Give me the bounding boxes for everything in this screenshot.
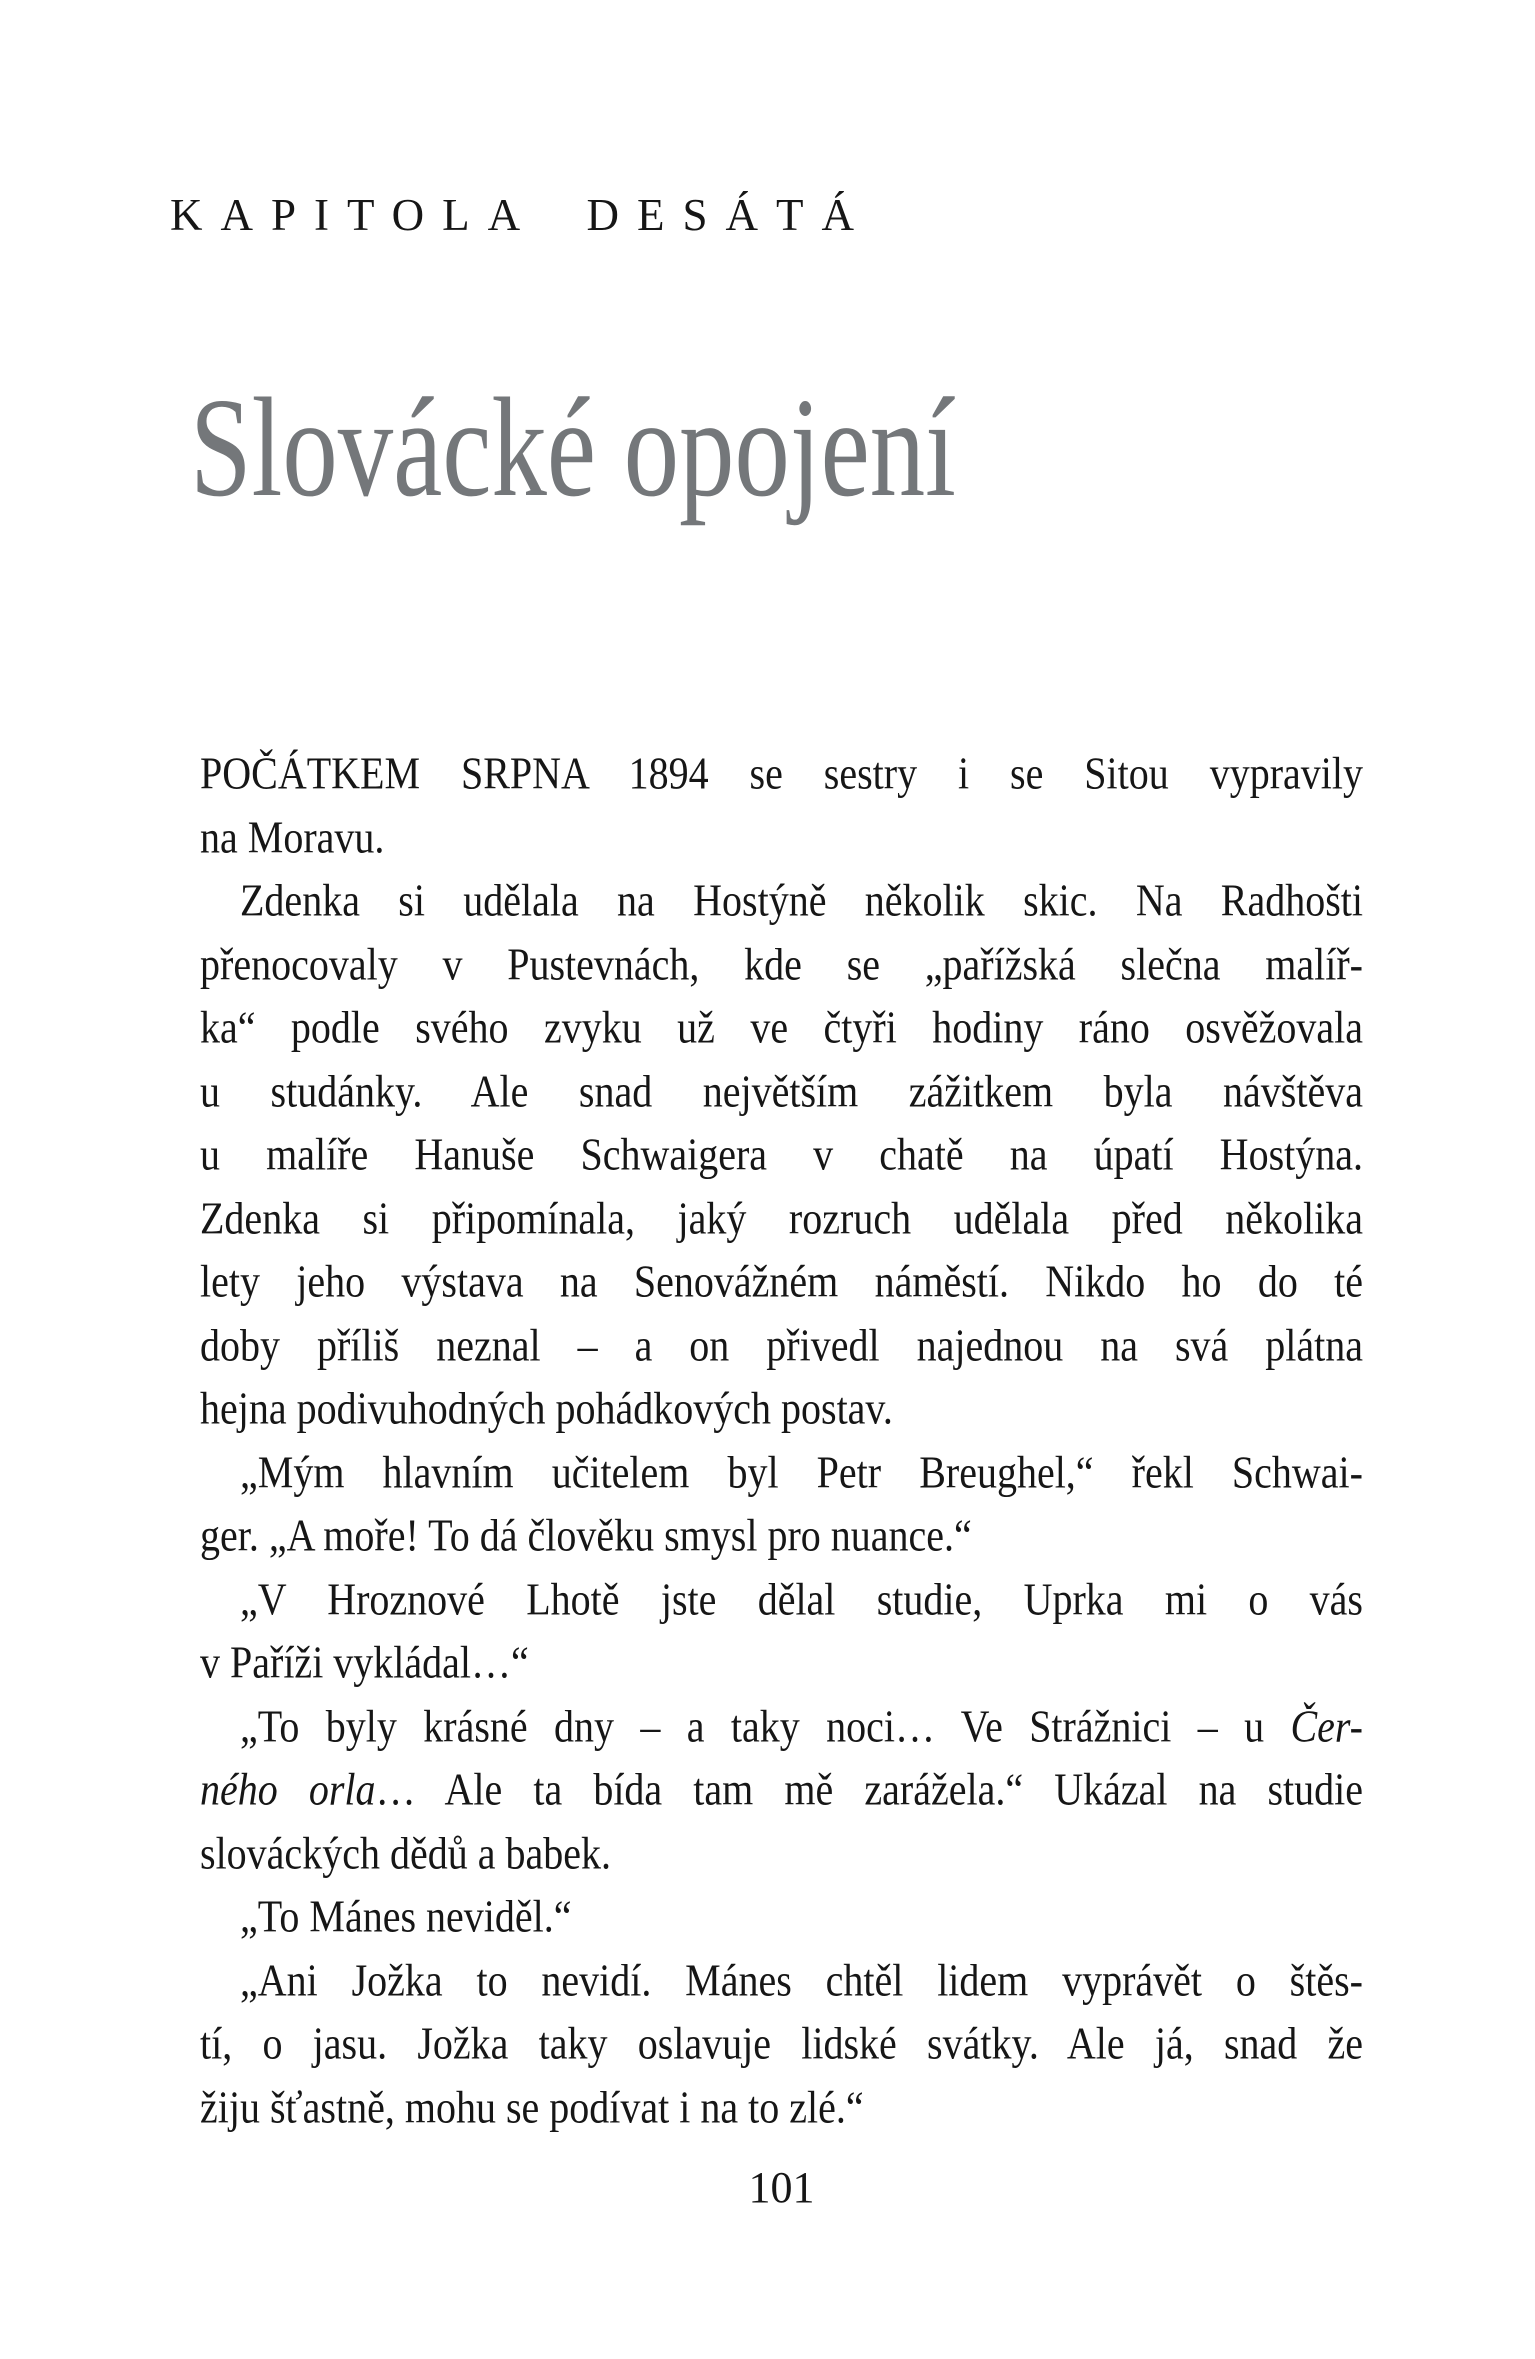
- text-segment: lety jeho výstava na Senovážném náměstí. Nikdo ho do té: [200, 1256, 1363, 1307]
- text-segment: „To byly krásné dny – a taky noci… Ve Strážnici – u: [240, 1700, 1291, 1752]
- text-segment: na Moravu.: [200, 811, 385, 863]
- text-line: [200, 2008, 1363, 2080]
- text-segment: „To Mánes neviděl.“: [240, 1891, 572, 1942]
- page-number: 101: [748, 2163, 815, 2212]
- text-line: [200, 1119, 1363, 1191]
- text-line: [200, 992, 1363, 1064]
- chapter-heading: KAPITOLA DESÁTÁ: [170, 190, 873, 240]
- italic-text-segment: Čer-: [1290, 1700, 1363, 1752]
- italic-text-segment: ného orla: [200, 1764, 376, 1815]
- text-line: [200, 1500, 1363, 1572]
- text-segment: … Ale ta bída tam mě zarážela.“ Ukázal na studie: [375, 1764, 1364, 1815]
- book-title: Slovácké opojení: [190, 368, 956, 526]
- text-segment: Zdenka si udělala na Hostýně několik skic. Na Radhošti: [240, 875, 1363, 926]
- text-segment: „V Hroznové Lhotě jste dělal studie, Uprka mi o vás: [240, 1573, 1363, 1625]
- text-segment: žiju šťastně, mohu se podívat i na to zlé.“: [200, 2081, 864, 2133]
- text-line: [200, 1944, 1363, 2016]
- text-segment: doby příliš neznal – a on přivedl najednou na svá plátna: [200, 1319, 1363, 1371]
- text-segment: Zdenka si připomínala, jaký rozruch udělala před několika: [200, 1192, 1363, 1244]
- text-segment: „Mým hlavním učitelem byl Petr Breughel,“ řekl Schwai-: [240, 1446, 1363, 1498]
- text-segment: hejna podivuhodných pohádkových postav.: [200, 1383, 893, 1434]
- text-line: [200, 2071, 1363, 2143]
- text-line: [200, 865, 1363, 937]
- body-text: [200, 742, 1363, 2139]
- text-line: [200, 1690, 1363, 1762]
- paragraph: [200, 1949, 1363, 2140]
- paragraph: [200, 1568, 1363, 1695]
- text-line: [200, 1754, 1363, 1826]
- text-line: [200, 928, 1363, 1000]
- text-line: [200, 1627, 1363, 1699]
- text-segment: u studánky. Ale snad největším zážitkem byla návštěva: [200, 1065, 1363, 1117]
- text-line: [200, 1182, 1363, 1254]
- text-line: [200, 1881, 1363, 1953]
- paragraph: [200, 1441, 1363, 1568]
- text-segment: „Ani Jožka to nevidí. Mánes chtěl lidem vyprávět o štěs-: [240, 1954, 1363, 2006]
- text-segment: slováckých dědů a babek.: [200, 1827, 611, 1879]
- paragraph: [200, 1695, 1363, 1886]
- text-line: [200, 801, 1363, 873]
- text-line: [200, 1055, 1363, 1127]
- paragraph: [200, 1885, 1363, 1949]
- text-segment: u malíře Hanuše Schwaigera v chatě na úpatí Hostýna.: [200, 1129, 1363, 1180]
- text-segment: tí, o jasu. Jožka taky oslavuje lidské svátky. Ale já, snad že: [200, 2018, 1363, 2069]
- paragraph: [200, 869, 1363, 1441]
- text-line: [200, 1817, 1363, 1889]
- text-line: [200, 738, 1363, 810]
- text-line: [200, 1373, 1363, 1445]
- text-segment: POČÁTKEM SRPNA 1894 se sestry i se Sitou vypravily: [200, 748, 1363, 799]
- paragraph: [200, 742, 1363, 869]
- text-segment: ka“ podle svého zvyku už ve čtyři hodiny ráno osvěžovala: [200, 1002, 1363, 1053]
- text-segment: v Paříži vykládal…“: [200, 1637, 529, 1688]
- text-line: [200, 1563, 1363, 1635]
- text-line: [200, 1309, 1363, 1381]
- text-segment: ger. „A moře! To dá člověku smysl pro nuance.“: [200, 1510, 972, 1561]
- text-line: [200, 1246, 1363, 1318]
- text-segment: přenocovaly v Pustevnách, kde se „pařížská slečna malíř-: [200, 938, 1363, 990]
- text-line: [200, 1436, 1363, 1508]
